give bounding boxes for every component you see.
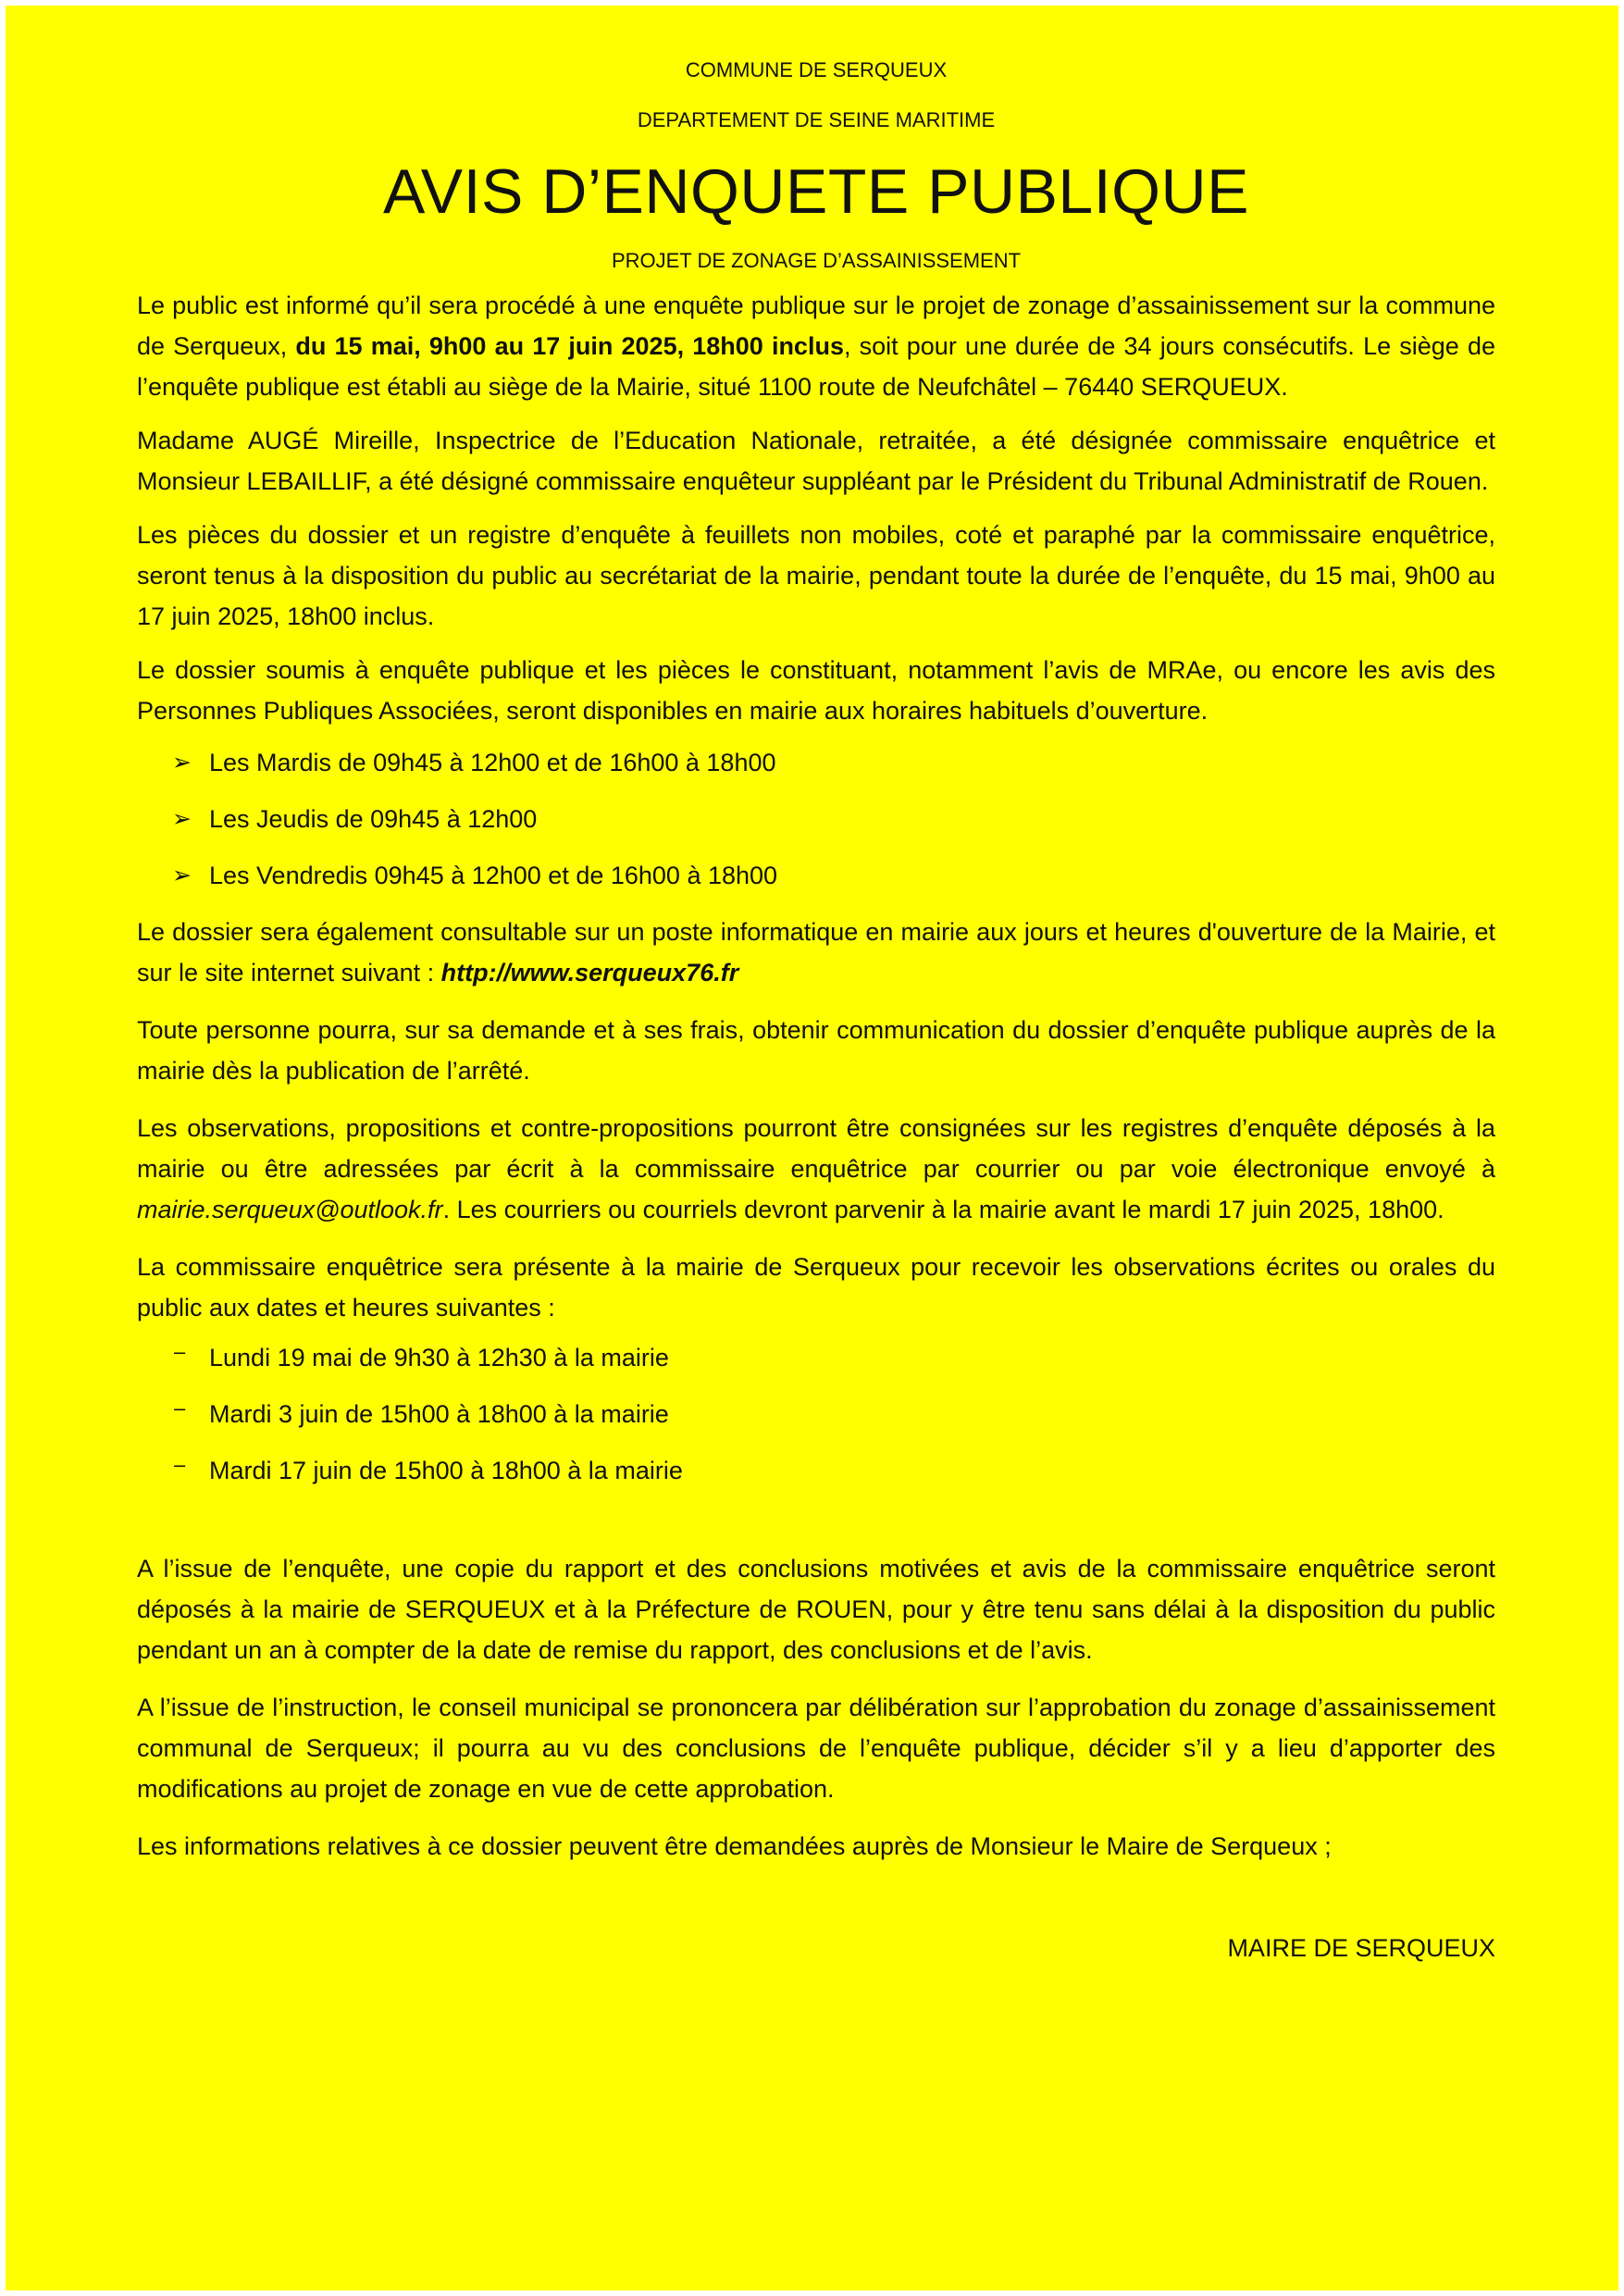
intro-paragraph: [137, 285, 1495, 407]
commissioner-paragraph: Madame AUGÉ Mireille, Inspectrice de l’Education Nationale, retraitée, a été désignée commissaire enquêtrice et Monsieur LEBAILLIF, a été désigné commissaire enquêteur suppléant par le Président du Tribunal Administratif de Rouen.: [137, 427, 1495, 495]
dossier-paragraph: Les pièces du dossier et un registre d’enquête à feuillets non mobiles, coté et paraphé par la commissaire enquêtrice, seront tenus à la disposition du public au secrétariat de la mairie, pendant toute la durée de l’enquête, du 15 mai, 9h00 au 17 juin 2025, 18h00 inclus.: [137, 521, 1495, 630]
website-link[interactable]: http://www.serqueux76.fr: [440, 959, 739, 987]
list-item: – Lundi 19 mai de 9h30 à 12h30 à la mairie: [137, 1337, 1495, 1378]
presence-paragraph: La commissaire enquêtrice sera présente à la mairie de Serqueux pour recevoir les observations écrites ou orales du public aux dates et heures suivantes :: [137, 1253, 1495, 1322]
dash-bullet-icon: –: [174, 1396, 186, 1420]
dash-bullet-icon: –: [174, 1340, 186, 1363]
list-item: ➢ Les Mardis de 09h45 à 12h00 et de 16h00 à 18h00: [137, 742, 1495, 783]
observations-paragraph: Les observations, propositions et contre-propositions pourront être consignées sur les registres d’enquête déposés à la mairie ou être adressées par écrit à la commissaire enquêtrice par courrier ou par voie électronique envoyé à mairie.serqueux@outlook.fr. Les courriers ou courriels devront parvenir à la mairie avant le mardi 17 juin 2025, 18h00.: [137, 1114, 1495, 1223]
arrow-bullet-icon: ➢: [172, 806, 192, 832]
list-item: – Mardi 17 juin de 15h00 à 18h00 à la mairie: [137, 1450, 1495, 1491]
intro-dates: du 15 mai, 9h00 au 17 juin 2025, 18h00 inclus: [295, 332, 844, 360]
list-item: ➢ Les Vendredis 09h45 à 12h00 et de 16h00 à 18h00: [137, 855, 1495, 896]
page-subtitle: PROJET DE ZONAGE D’ASSAINISSEMENT: [611, 249, 1022, 272]
online-paragraph: Le dossier sera également consultable sur un poste informatique en mairie aux jours et heures d'ouverture de la Mairie, et sur le site internet suivant : http://www.serqueux76.fr: [137, 918, 1495, 987]
departement-heading: DEPARTEMENT DE SEINE MARITIME: [637, 108, 996, 131]
email-link[interactable]: mairie.serqueux@outlook.fr: [137, 1196, 443, 1223]
notice-content: [137, 52, 1495, 1968]
permanences-list: [137, 1337, 1495, 1491]
page-title: AVIS D’ENQUETE PUBLIQUE: [382, 156, 1249, 227]
instruction-paragraph: A l’issue de l’instruction, le conseil municipal se prononcera par délibération sur l’approbation du zonage d’assainissement communal de Serqueux; il pourra au vu des conclusions de l’enquête publique, décider s’il y a lieu d’apporter des modifications au projet de zonage en vue de cette approbation.: [137, 1694, 1495, 1803]
report-paragraph: A l’issue de l’enquête, une copie du rapport et des conclusions motivées et avis de la commissaire enquêtrice seront déposés à la mairie de SERQUEUX et à la Préfecture de ROUEN, pour y être tenu sans délai à la disposition du public pendant un an à compter de la date de remise du rapport, des conclusions et de l’avis.: [137, 1555, 1495, 1664]
arrow-bullet-icon: ➢: [172, 750, 192, 776]
arrow-bullet-icon: ➢: [172, 863, 192, 888]
intro-text-b: , soit pour une durée de 34 jours consécutifs. Le siège de l’enquête publique est établi au siège de la Mairie, situé 1100 route de Neufchâtel – 76440 SERQUEUX.: [137, 332, 1495, 401]
signature: MAIRE DE SERQUEUX: [1227, 1934, 1495, 1962]
list-item: ➢ Les Jeudis de 09h45 à 12h00: [137, 799, 1495, 839]
list-item: – Mardi 3 juin de 15h00 à 18h00 à la mairie: [137, 1394, 1495, 1434]
dash-bullet-icon: –: [174, 1453, 186, 1476]
opening-hours-list: [137, 742, 1495, 896]
information-paragraph: Les informations relatives à ce dossier peuvent être demandées auprès de Monsieur le Maire de Serqueux ;: [137, 1832, 1332, 1860]
notice-page: [6, 6, 1618, 2290]
intro-text-a: Le public est informé qu’il sera procédé à une enquête publique sur le projet de zonage d’assainissement sur la commune de Serqueux,: [137, 292, 1495, 360]
communication-paragraph: Toute personne pourra, sur sa demande et à ses frais, obtenir communication du dossier d’enquête publique auprès de la mairie dès la publication de l’arrêté.: [137, 1016, 1495, 1085]
commune-heading: COMMUNE DE SERQUEUX: [685, 58, 948, 81]
availability-paragraph: Le dossier soumis à enquête publique et les pièces le constituant, notamment l’avis de MRAe, ou encore les avis des Personnes Publiques Associées, seront disponibles en mairie aux horaires habituels d’ouverture.: [137, 656, 1495, 725]
